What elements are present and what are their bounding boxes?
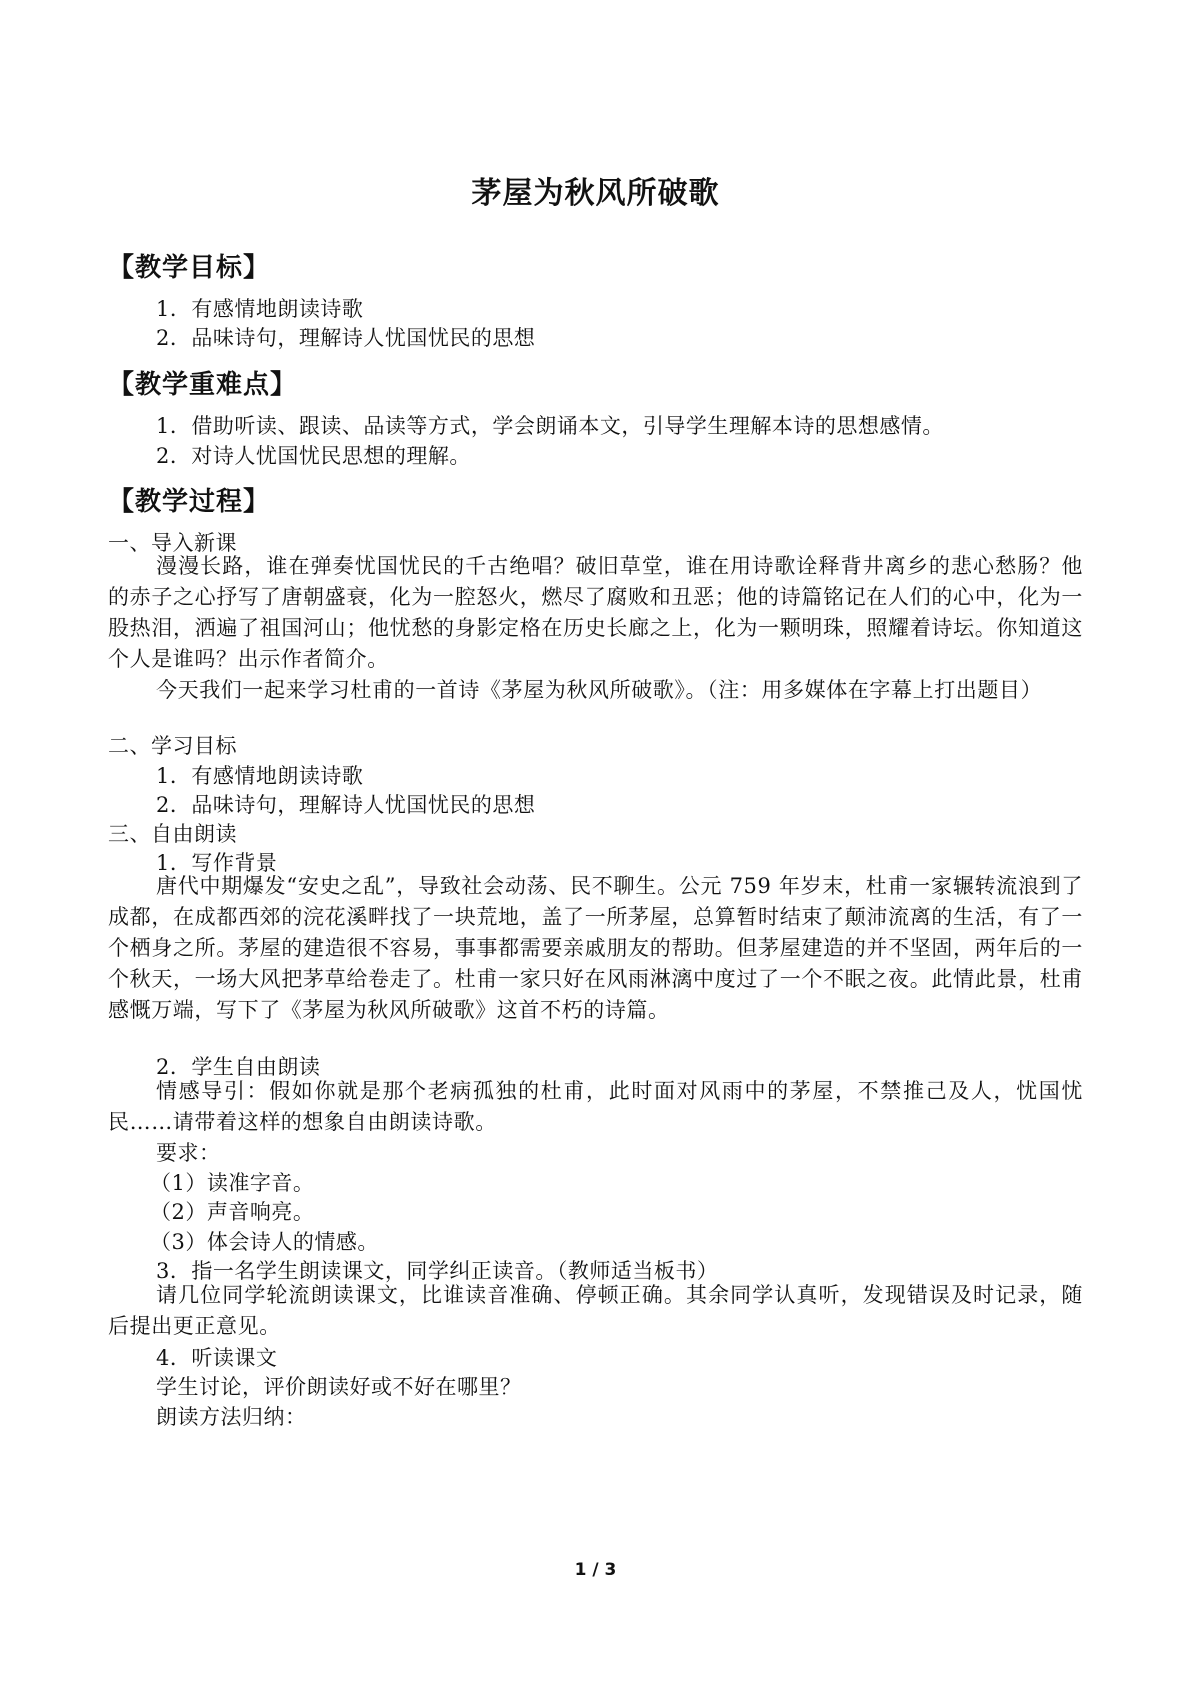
key-points-heading: 【教学重难点】: [108, 370, 298, 400]
subsection-background: 1．写作背景: [156, 851, 278, 875]
goal-item-1: 1．有感情地朗读诗歌: [156, 297, 364, 321]
objective-item-2: 2．品味诗句，理解诗人忧国忧民的思想: [156, 793, 536, 817]
section-1-title: 一、导入新课: [108, 531, 237, 555]
section-3-title: 三、自由朗读: [108, 822, 237, 846]
subsection-free-reading: 2．学生自由朗读: [156, 1055, 321, 1079]
requirement-item-2: （2）声音响亮。: [150, 1200, 315, 1224]
discussion-line: 学生讨论，评价朗读好或不好在哪里？: [156, 1375, 522, 1399]
intro-paragraph-2: 今天我们一起来学习杜甫的一首诗《茅屋为秋风所破歌》。（注：用多媒体在字幕上打出题目）: [156, 678, 1043, 702]
key-point-item-2: 2．对诗人忧国忧民思想的理解。: [156, 444, 471, 468]
emotion-guide-paragraph: 情感导引：假如你就是那个老病孤独的杜甫，此时面对风雨中的茅屋，不禁推己及人，忧国忧民……请带着这样的想象自由朗读诗歌。: [108, 1079, 1083, 1134]
turn-reading-paragraph: 请几位同学轮流朗读课文，比谁读音准确、停顿正确。其余同学认真听，发现错误及时记录，随后提出更正意见。: [108, 1283, 1083, 1338]
intro-paragraph: 漫漫长路，谁在弹奏忧国忧民的千古绝唱？破旧草堂，谁在用诗歌诠释背井离乡的悲心愁肠？他的赤子之心抒写了唐朝盛衰，化为一腔怒火，燃尽了腐败和丑恶；他的诗篇铭记在人们的心中，化为一股热泪，洒遍了祖国河山；他忧愁的身影定格在历史长廊之上，化为一颗明珠，照耀着诗坛。你知道这个人是谁吗？出示作者简介。: [108, 554, 1083, 671]
goal-item-2: 2．品味诗句，理解诗人忧国忧民的思想: [156, 326, 536, 350]
background-paragraph: 唐代中期爆发“安史之乱”，导致社会动荡、民不聊生。公元 759 年岁末，杜甫一家辗转流浪到了成都，在成都西郊的浣花溪畔找了一块荒地，盖了一所茅屋，总算暂时结束了颠沛流离的生活，有了一个栖身之所。茅屋的建造很不容易，事事都需要亲戚朋友的帮助。但茅屋建造的并不坚固，两年后的一个秋天，一场大风把茅草给卷走了。杜甫一家只好在风雨淋漓中度过了一个不眠之夜。此情此景，杜甫感慨万端，写下了《茅屋为秋风所破歌》这首不朽的诗篇。: [108, 874, 1083, 1022]
key-point-item-1: 1．借助听读、跟读、品读等方式，学会朗诵本文，引导学生理解本诗的思想感情。: [156, 414, 944, 438]
subsection-listen-reading: 4．听读课文: [156, 1346, 278, 1370]
objective-item-1: 1．有感情地朗读诗歌: [156, 764, 364, 788]
page-number: 1 / 3: [574, 1560, 617, 1580]
method-summary-line: 朗读方法归纳：: [156, 1405, 307, 1429]
requirement-item-3: （3）体会诗人的情感。: [150, 1230, 379, 1254]
requirement-item-1: （1）读准字音。: [150, 1171, 315, 1195]
requirements-label: 要求：: [156, 1141, 221, 1165]
goals-heading: 【教学目标】: [108, 253, 271, 283]
process-heading: 【教学过程】: [108, 487, 271, 517]
section-2-title: 二、学习目标: [108, 734, 237, 758]
subsection-student-reading: 3．指一名学生朗读课文，同学纠正读音。（教师适当板书）: [156, 1259, 719, 1283]
document-title: 茅屋为秋风所破歌: [471, 176, 720, 211]
